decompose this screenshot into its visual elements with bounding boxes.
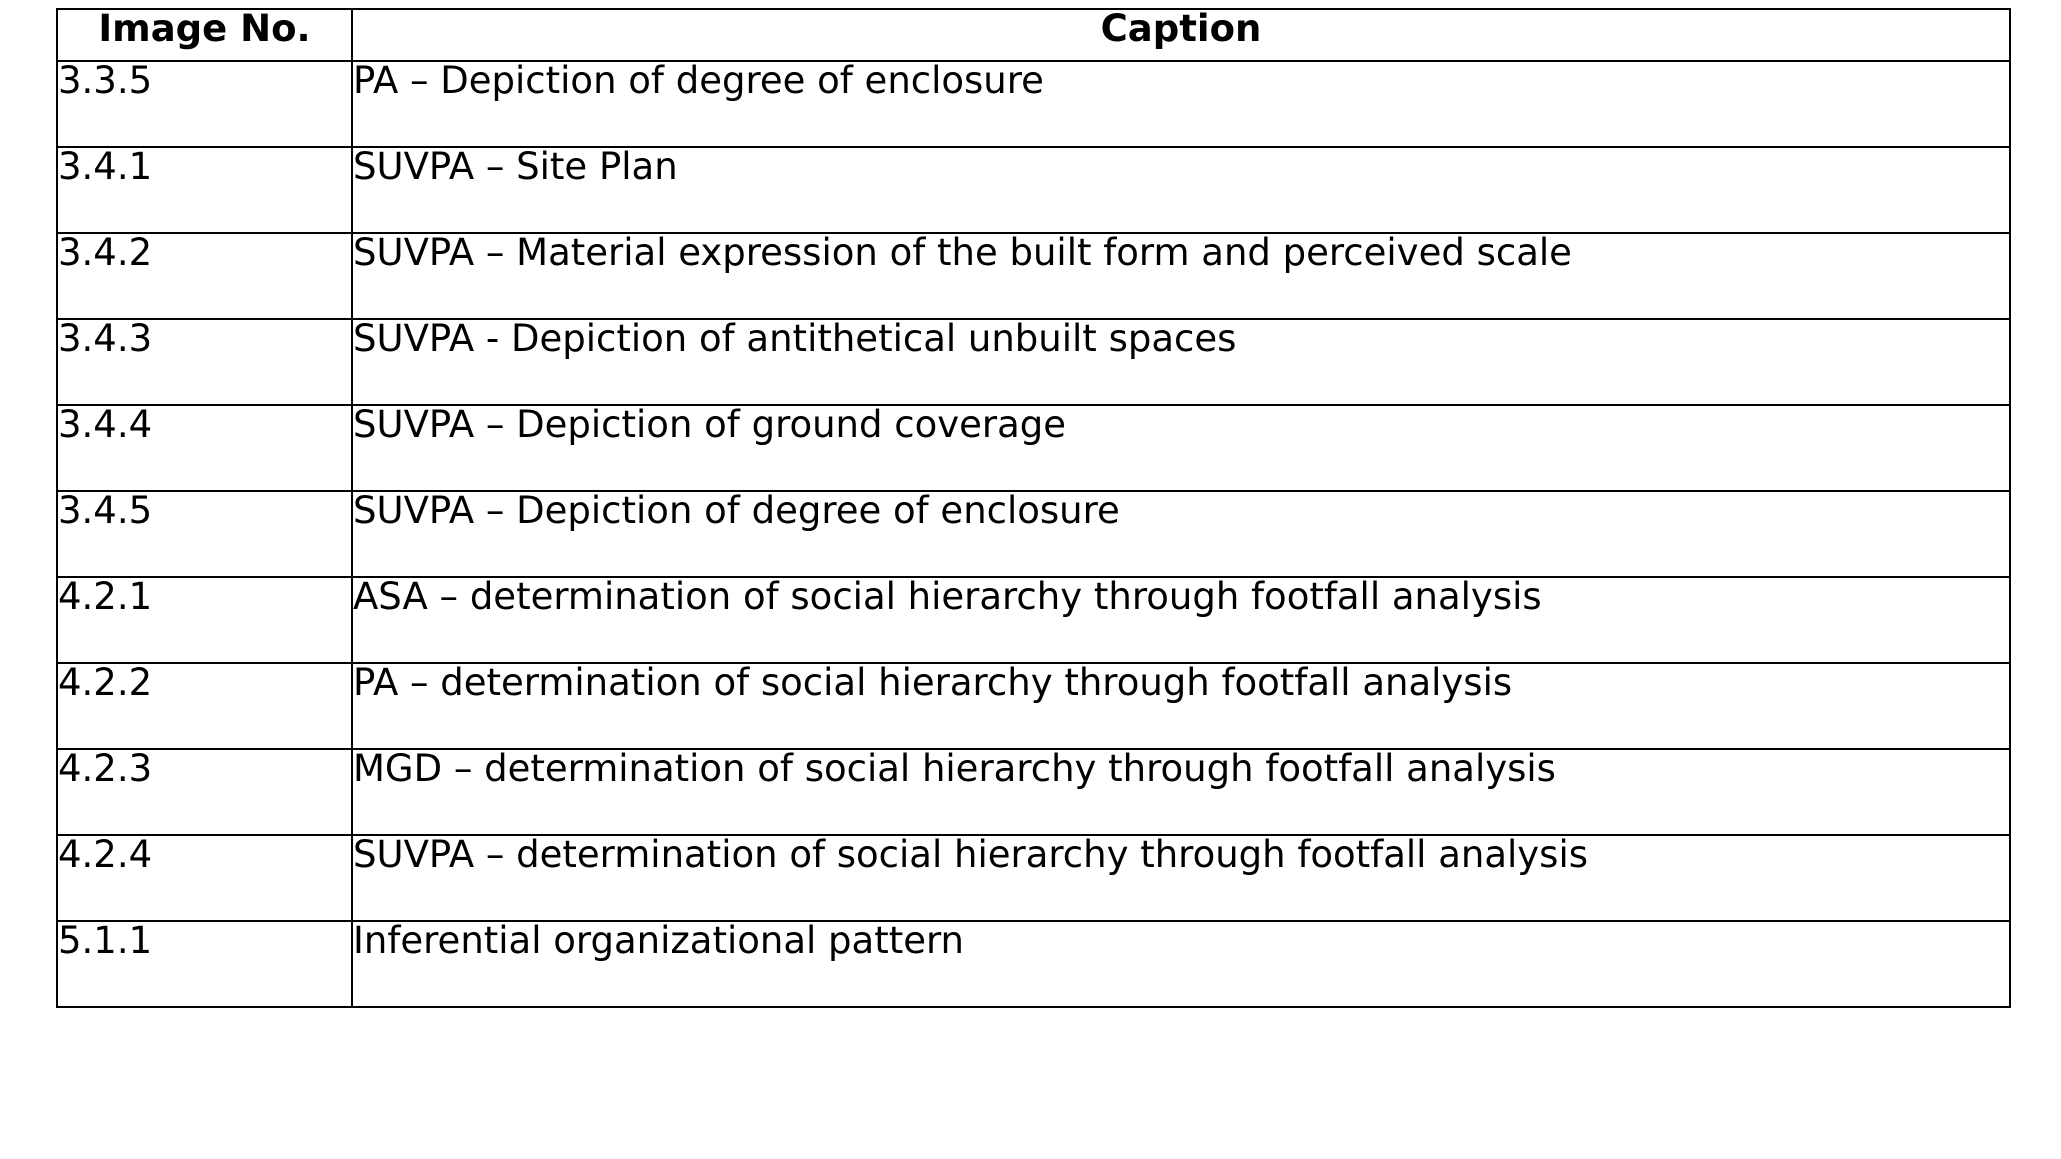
cell-image-no: 3.3.5 [57, 61, 352, 147]
cell-image-no: 3.4.3 [57, 319, 352, 405]
cell-caption: SUVPA – Depiction of ground coverage [352, 405, 2010, 491]
cell-image-no: 4.2.1 [57, 577, 352, 663]
table-row [57, 61, 2010, 147]
table-row [57, 663, 2010, 749]
cell-image-no: 4.2.4 [57, 835, 352, 921]
cell-caption: SUVPA – Material expression of the built form and perceived scale [352, 233, 2010, 319]
cell-caption: SUVPA – determination of social hierarchy through footfall analysis [352, 835, 2010, 921]
cell-image-no: 3.4.5 [57, 491, 352, 577]
cell-caption: SUVPA - Depiction of antithetical unbuilt spaces [352, 319, 2010, 405]
cell-image-no: 4.2.2 [57, 663, 352, 749]
caption-table-container [56, 8, 2009, 1008]
cell-caption: SUVPA – Site Plan [352, 147, 2010, 233]
cell-caption: MGD – determination of social hierarchy through footfall analysis [352, 749, 2010, 835]
table-header [57, 9, 2010, 61]
table-row [57, 405, 2010, 491]
table-row [57, 319, 2010, 405]
column-header-caption: Caption [352, 9, 2010, 61]
table-row [57, 835, 2010, 921]
table-row [57, 749, 2010, 835]
image-caption-table [56, 8, 2011, 1008]
table-row [57, 147, 2010, 233]
cell-caption: PA – determination of social hierarchy through footfall analysis [352, 663, 2010, 749]
cell-image-no: 3.4.1 [57, 147, 352, 233]
table-row [57, 491, 2010, 577]
cell-image-no: 5.1.1 [57, 921, 352, 1007]
cell-image-no: 3.4.2 [57, 233, 352, 319]
cell-caption: PA – Depiction of degree of enclosure [352, 61, 2010, 147]
cell-image-no: 3.4.4 [57, 405, 352, 491]
cell-caption: Inferential organizational pattern [352, 921, 2010, 1007]
cell-image-no: 4.2.3 [57, 749, 352, 835]
table-body [57, 61, 2010, 1007]
table-row [57, 577, 2010, 663]
column-header-image-no: Image No. [57, 9, 352, 61]
cell-caption: SUVPA – Depiction of degree of enclosure [352, 491, 2010, 577]
table-row [57, 233, 2010, 319]
table-header-row [57, 9, 2010, 61]
table-row [57, 921, 2010, 1007]
cell-caption: ASA – determination of social hierarchy through footfall analysis [352, 577, 2010, 663]
